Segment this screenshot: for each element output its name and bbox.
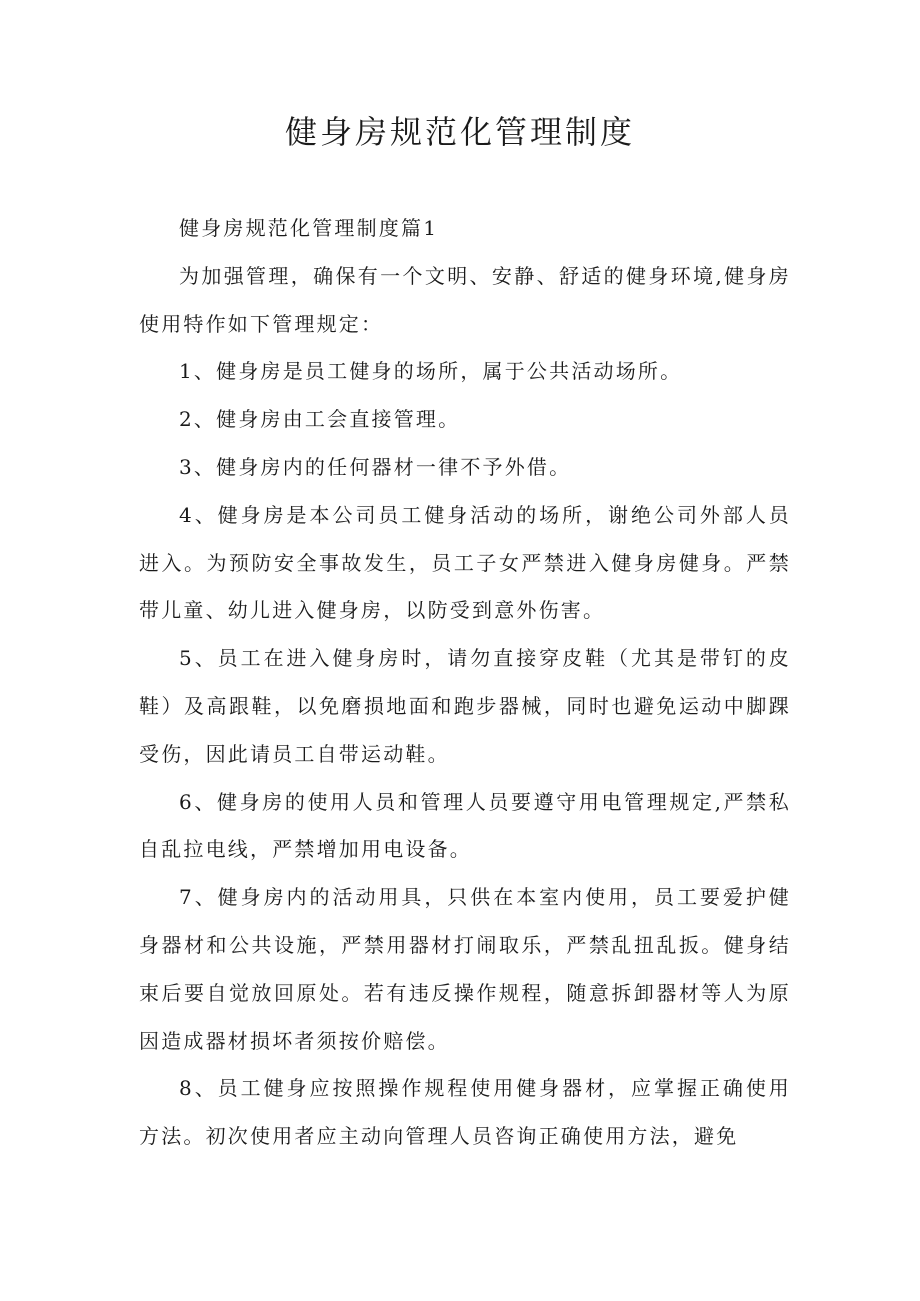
paragraph-intro: 为加强管理，确保有一个文明、安静、舒适的健身环境,健身房使用特作如下管理规定： (139, 263, 791, 336)
paragraph-rule-8: 8、员工健身应按照操作规程使用健身器材，应掌握正确使用方法。初次使用者应主动向管理人员咨询正确使用方法，避免 (139, 1076, 791, 1149)
paragraph-rule-1: 1、健身房是员工健身的场所，属于公共活动场所。 (179, 359, 683, 384)
section-heading: 健身房规范化管理制度篇1 (179, 216, 439, 240)
paragraph-rule-6: 6、健身房的使用人员和管理人员要遵守用电管理规定,严禁私自乱拉电线，严禁增加用电设备。 (139, 789, 791, 862)
paragraph-rule-3: 3、健身房内的任何器材一律不予外借。 (179, 454, 572, 479)
document-body (139, 205, 791, 1161)
document-title: 健身房规范化管理制度 (284, 113, 635, 151)
paragraph-rule-7: 7、健身房内的活动用具，只供在本室内使用，员工要爱护健身器材和公共设施，严禁用器材打闹取乐，严禁乱扭乱扳。健身结束后要自觉放回原处。若有违反操作规程，随意拆卸器材等人为原因造成器材损坏者须按价赔偿。 (139, 885, 791, 1053)
paragraph-rule-2: 2、健身房由工会直接管理。 (179, 407, 461, 432)
paragraph-rule-5: 5、员工在进入健身房时，请勿直接穿皮鞋（尤其是带钉的皮鞋）及高跟鞋，以免磨损地面和跑步器械，同时也避免运动中脚踝受伤，因此请员工自带运动鞋。 (139, 646, 791, 766)
paragraph-rule-4: 4、健身房是本公司员工健身活动的场所，谢绝公司外部人员进入。为预防安全事故发生，员工子女严禁进入健身房健身。严禁带儿童、幼儿进入健身房，以防受到意外伤害。 (139, 502, 791, 623)
